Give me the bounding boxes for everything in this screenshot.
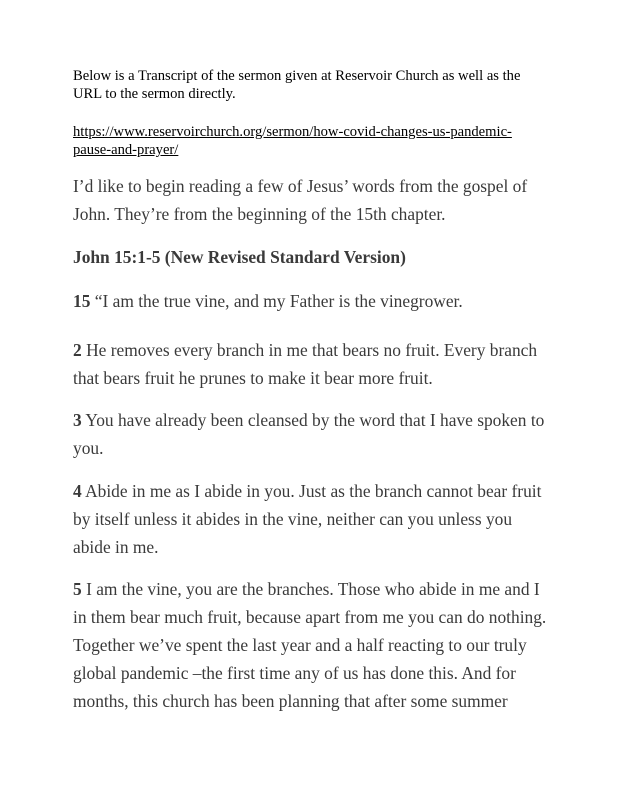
verse-line: in them bear much fruit, because apart from me you can do nothing.: [73, 607, 547, 627]
verse-number: 5: [73, 579, 82, 599]
verse-number: 15: [73, 291, 91, 311]
opening-line-2: John. They’re from the beginning of the 15th chapter.: [73, 204, 446, 224]
verse-line: He removes every branch in me that bears no fruit. Every branch: [86, 340, 538, 360]
verse-number: 2: [73, 340, 82, 360]
opening-line-1: I’d like to begin reading a few of Jesus’ words from the gospel of: [73, 176, 528, 196]
verse-line: Together we’ve spent the last year and a half reacting to our truly: [73, 635, 527, 655]
verse-line: abide in me.: [73, 537, 159, 557]
sermon-url-link[interactable]: [73, 123, 553, 159]
verse-line: You have already been cleansed by the word that I have spoken to: [85, 410, 545, 430]
url-line-2[interactable]: pause-and-prayer/: [73, 142, 179, 158]
verse-2: [73, 336, 553, 392]
verse-line: global pandemic –the first time any of us has done this. And for: [73, 663, 516, 683]
verse-15: [73, 287, 553, 315]
intro-line-2: URL to the sermon directly.: [73, 86, 236, 102]
verse-line: Abide in me as I abide in you. Just as the branch cannot bear fruit: [85, 481, 542, 501]
verse-line: I am the vine, you are the branches. Those who abide in me and I: [86, 579, 540, 599]
passage-heading: John 15:1-5 (New Revised Standard Version): [73, 247, 406, 267]
verse-number: 4: [73, 481, 82, 501]
verse-line: “I am the true vine, and my Father is the vinegrower.: [94, 291, 463, 311]
verse-number: 3: [73, 410, 82, 430]
url-line-1[interactable]: https://www.reservoirchurch.org/sermon/how-covid-changes-us-pandemic-: [73, 124, 512, 140]
intro-line-1: Below is a Transcript of the sermon given at Reservoir Church as well as the: [73, 68, 521, 84]
verse-line: months, this church has been planning that after some summer: [73, 691, 508, 711]
verse-4: [73, 477, 553, 561]
transcript-intro: [73, 67, 553, 103]
verse-5: [73, 575, 553, 715]
verse-line: by itself unless it abides in the vine, neither can you unless you: [73, 509, 513, 529]
verse-line: you.: [73, 438, 104, 458]
opening-paragraph: [73, 172, 553, 228]
verse-3: [73, 406, 553, 462]
verse-line: that bears fruit he prunes to make it bear more fruit.: [73, 368, 433, 388]
